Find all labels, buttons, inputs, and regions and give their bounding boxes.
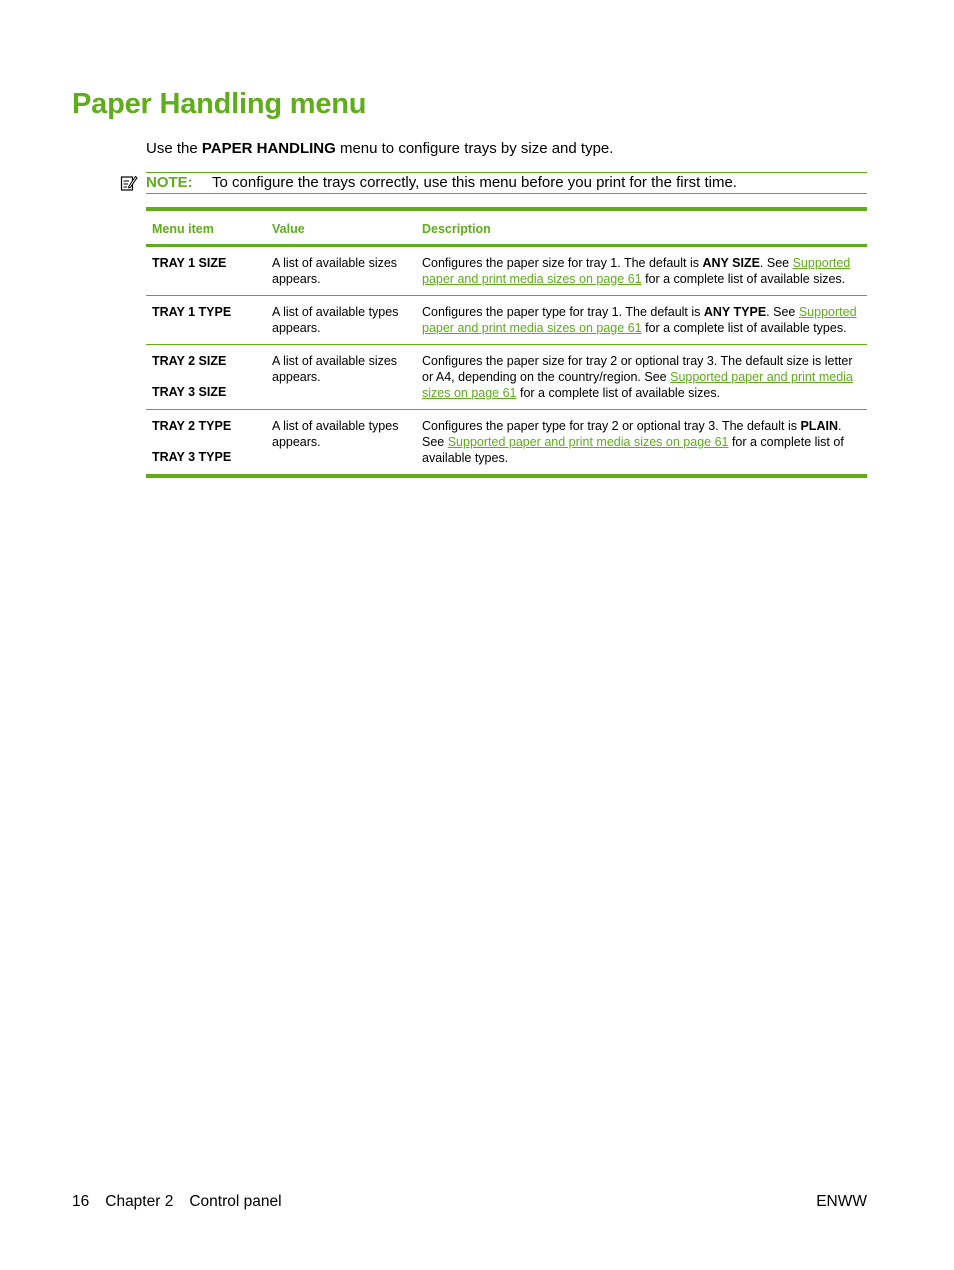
page-number: 16 bbox=[72, 1193, 90, 1210]
paper-handling-table bbox=[146, 207, 867, 478]
desc-default: ANY TYPE bbox=[703, 305, 767, 319]
cell-menu-item bbox=[146, 296, 266, 345]
desc-text: for a complete list of available types. bbox=[422, 435, 844, 465]
menu-item-label: TRAY 1 TYPE bbox=[152, 305, 232, 319]
note-box bbox=[146, 172, 867, 194]
table-row bbox=[146, 296, 867, 345]
cell-description bbox=[416, 296, 867, 345]
table-row bbox=[146, 246, 867, 296]
footer-left bbox=[72, 1193, 298, 1211]
page-title: Paper Handling menu bbox=[72, 88, 367, 120]
cell-menu-item bbox=[146, 246, 266, 296]
header-value: Value bbox=[266, 209, 416, 246]
cell-description bbox=[416, 410, 867, 477]
desc-text: Configures the paper type for tray 2 or optional tray 3. The default is bbox=[422, 419, 801, 433]
supported-media-link[interactable]: Supported paper and print media sizes on page 61 bbox=[422, 370, 853, 400]
desc-text: Configures the paper type for tray 1. The default is bbox=[422, 305, 704, 319]
supported-media-link[interactable]: Supported paper and print media sizes on page 61 bbox=[447, 435, 729, 449]
cell-value: A list of available sizes appears. bbox=[266, 246, 416, 296]
cell-menu-item bbox=[146, 345, 266, 410]
desc-text: Configures the paper size for tray 2 or optional tray 3. The default size is letter or A4, depending on the country/region. See bbox=[422, 354, 853, 384]
menu-item-label: TRAY 3 TYPE bbox=[152, 450, 232, 464]
table-row bbox=[146, 410, 867, 477]
note-text: To configure the trays correctly, use this menu before you print for the first time. bbox=[212, 174, 737, 191]
menu-item-label: TRAY 2 SIZE bbox=[152, 354, 227, 368]
note-icon bbox=[120, 174, 138, 192]
supported-media-link[interactable]: Supported paper and print media sizes on page 61 bbox=[422, 305, 857, 335]
cell-value: A list of available types appears. bbox=[272, 419, 399, 449]
desc-text: . See bbox=[759, 256, 793, 270]
cell-value: A list of available types appears. bbox=[266, 296, 416, 345]
desc-text: for a complete list of available sizes. bbox=[516, 386, 721, 400]
header-menu-item: Menu item bbox=[146, 209, 266, 246]
table-row bbox=[146, 345, 867, 410]
chapter-label: Chapter 2 bbox=[105, 1193, 174, 1210]
footer-right: ENWW bbox=[816, 1193, 867, 1210]
desc-text: . See bbox=[422, 419, 842, 449]
desc-default: PLAIN bbox=[800, 419, 838, 433]
desc-default: ANY SIZE bbox=[702, 256, 760, 270]
desc-text: . See bbox=[766, 305, 799, 319]
cell-value: A list of available sizes appears. bbox=[266, 345, 416, 410]
intro-menu-name: PAPER HANDLING bbox=[201, 140, 336, 157]
desc-text: for a complete list of available types. bbox=[641, 321, 847, 335]
supported-media-link[interactable]: Supported paper and print media sizes on page 61 bbox=[422, 256, 851, 286]
note-label: NOTE: bbox=[146, 174, 193, 191]
intro-text-after: menu to configure trays by size and type. bbox=[335, 140, 614, 157]
menu-item-label: TRAY 1 SIZE bbox=[152, 256, 227, 270]
cell-description bbox=[416, 246, 867, 296]
header-description: Description bbox=[416, 209, 867, 246]
menu-item-label: TRAY 3 SIZE bbox=[152, 385, 227, 399]
menu-item-label: TRAY 2 TYPE bbox=[152, 419, 232, 433]
table-header-row bbox=[146, 209, 867, 246]
section-label: Control panel bbox=[189, 1193, 282, 1210]
cell-description bbox=[416, 345, 867, 410]
cell-menu-item bbox=[146, 410, 266, 477]
desc-text: for a complete list of available sizes. bbox=[641, 272, 846, 286]
intro-text-before: Use the bbox=[146, 140, 202, 157]
desc-text: Configures the paper size for tray 1. The default is bbox=[422, 256, 703, 270]
intro-paragraph bbox=[146, 140, 613, 158]
